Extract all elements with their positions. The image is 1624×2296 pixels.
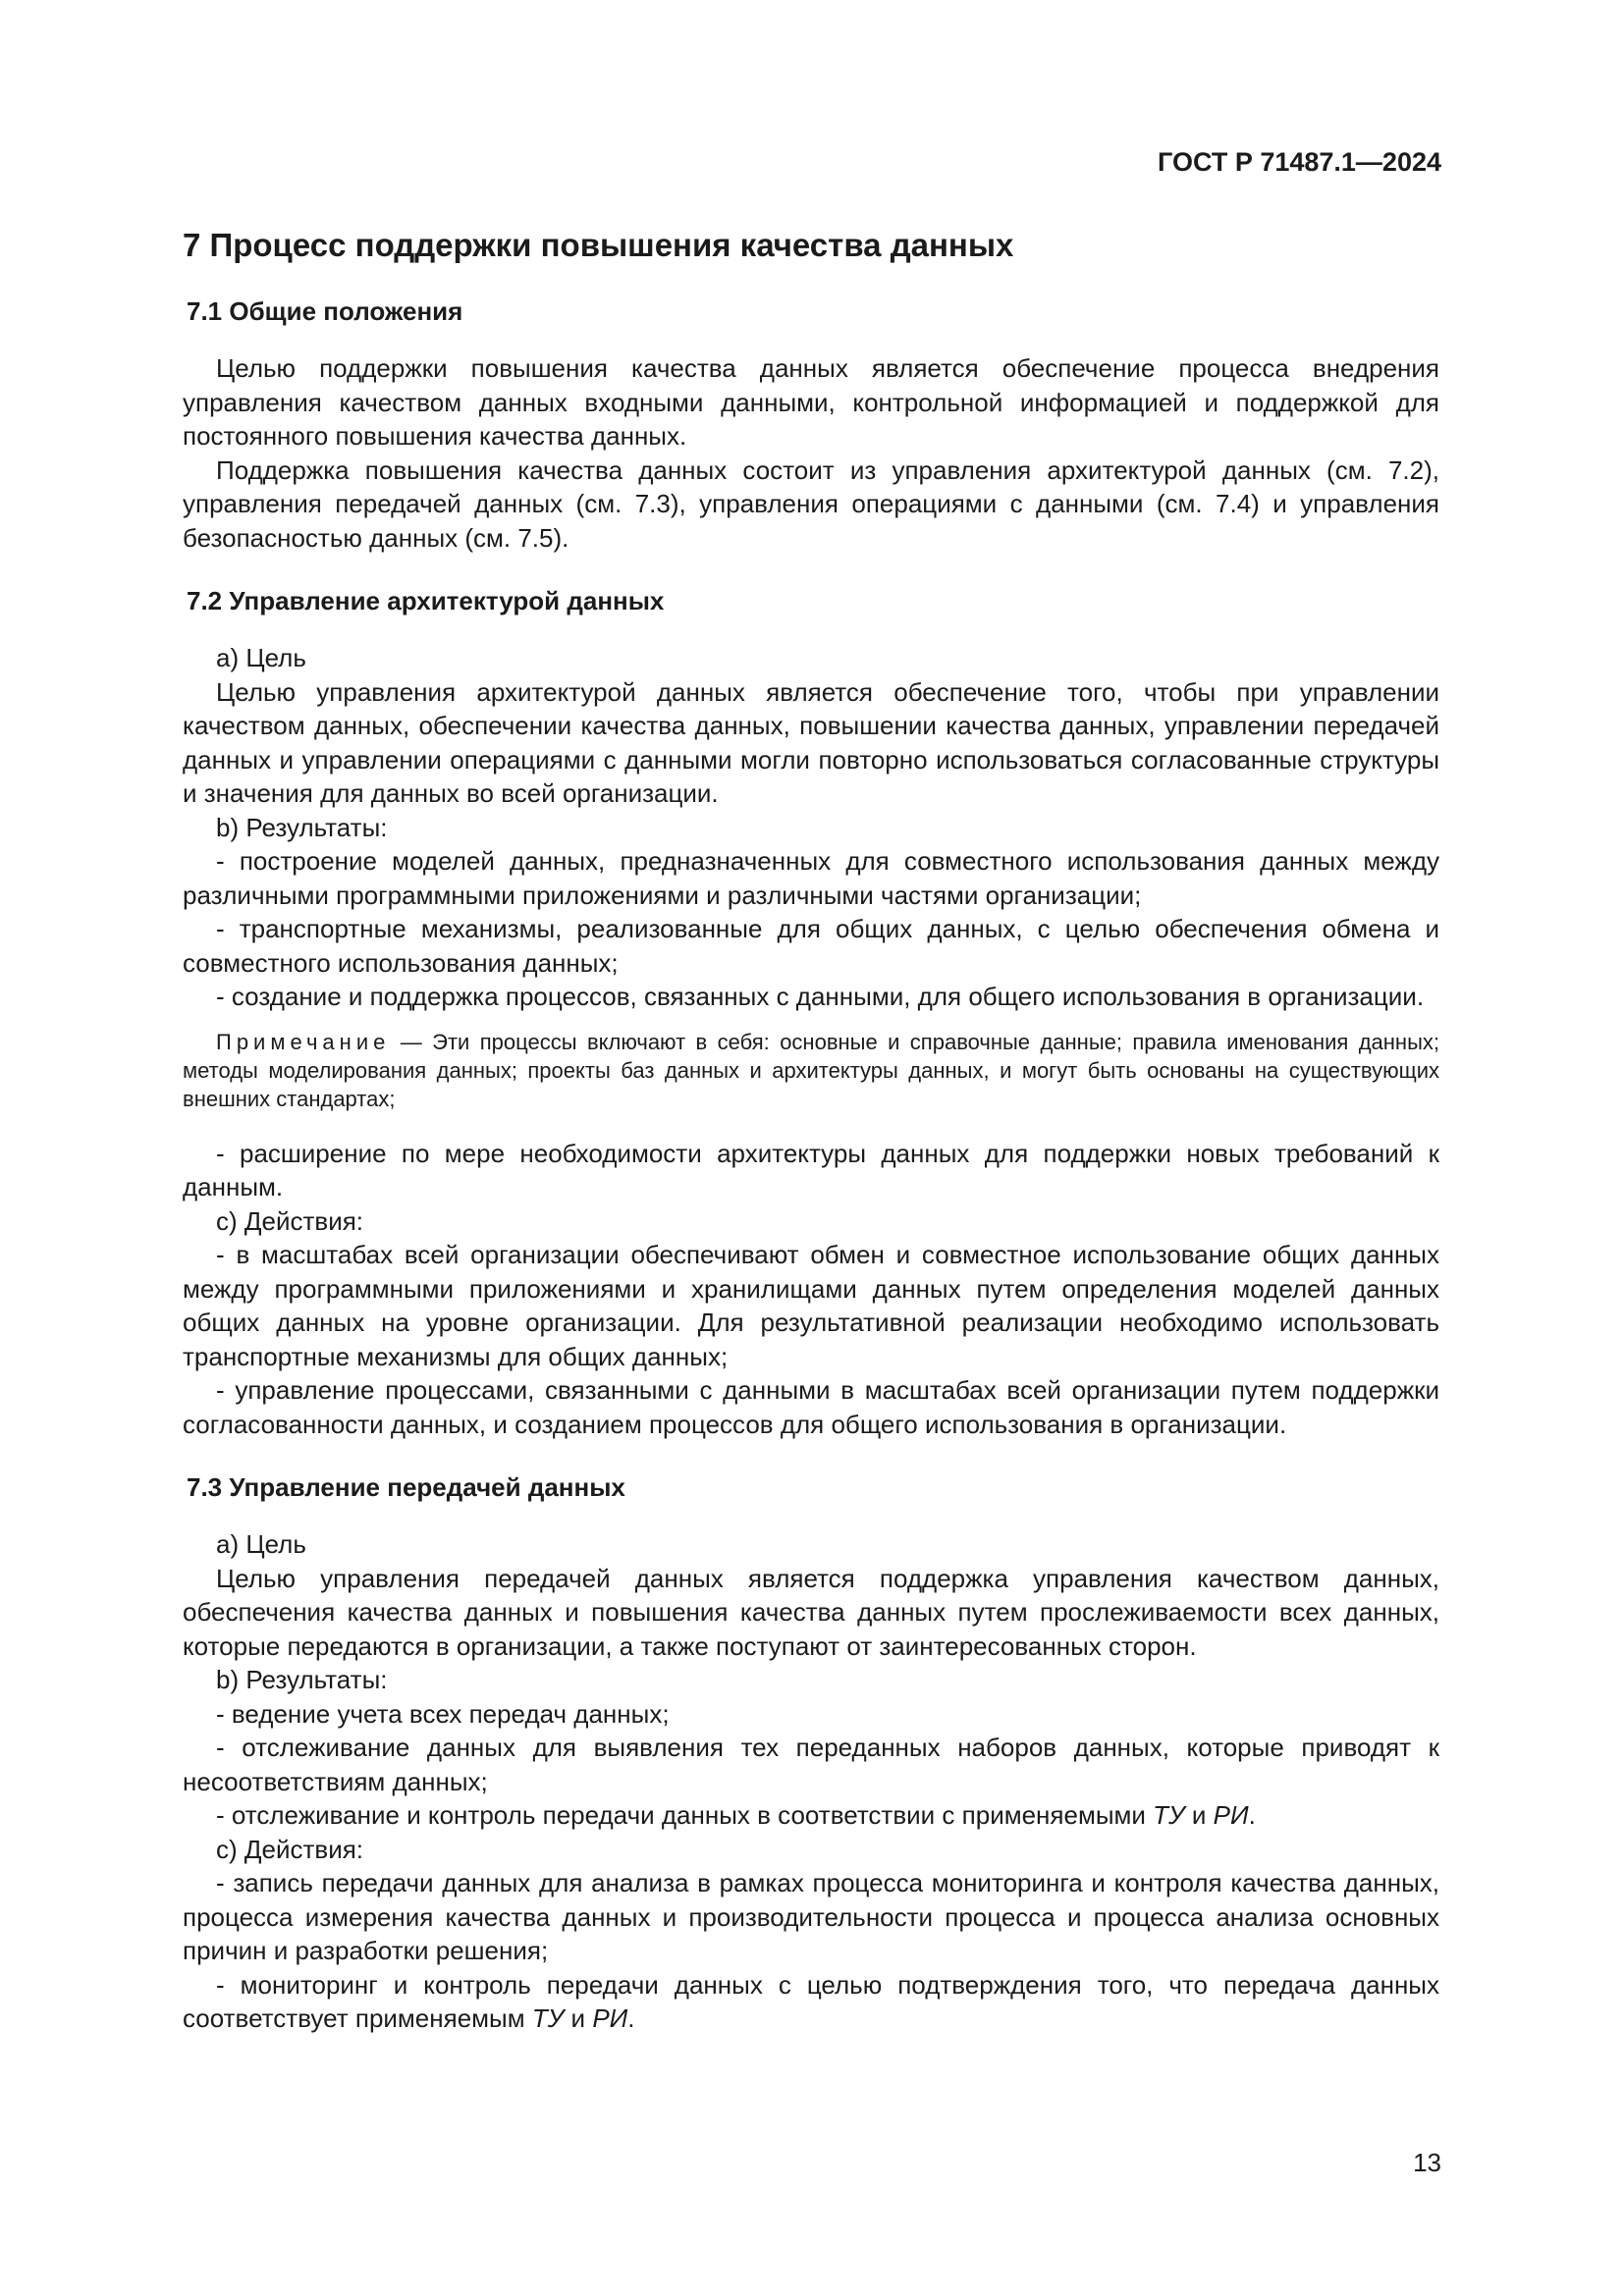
section-7-1-title: 7.1 Общие положения	[187, 296, 463, 326]
list-item: - управление процессами, связанными с данными в масштабах всей организации путем поддержки согласованности данных, и созданием процессов для общего использования в организации.	[183, 1375, 1439, 1439]
conjunction: и	[564, 2003, 593, 2033]
paragraph: Целью управления передачей данных является поддержка управления качеством данных, обеспечения качества данных и повышения качества данных путем прослеживаемости всех данных, которые передаются в организации, а также поступают от заинтересованных сторон.	[183, 1563, 1439, 1661]
list-item	[183, 1798, 1439, 1833]
goal-label: a) Цель	[216, 643, 306, 672]
list-item	[183, 1968, 1439, 2036]
list-item: - построение моделей данных, предназначенных для совместного использования данных между различными программными приложениями и различными частями организации;	[183, 846, 1439, 910]
goal-label: a) Цель	[216, 1529, 306, 1559]
note	[183, 1028, 1439, 1113]
paragraph: Поддержка повышения качества данных состоит из управления архитектурой данных (см. 7.2), управления передачей данных (см. 7.3), управления операциями с данными (см. 7.4) и управления безопасностью данных (см. 7.5).	[183, 454, 1439, 553]
list-item: - создание и поддержка процессов, связанных с данными, для общего использования в организации.	[216, 982, 1425, 1011]
results-label: b) Результаты:	[216, 1665, 388, 1694]
period: .	[1248, 1800, 1256, 1830]
document-id-header: ГОСТ Р 71487.1—2024	[1158, 147, 1441, 177]
conjunction: и	[1184, 1800, 1214, 1830]
section-7-2-title: 7.2 Управление архитектурой данных	[187, 586, 665, 615]
abbr-tu: ТУ	[1153, 1800, 1185, 1830]
page-content	[183, 226, 1439, 2036]
actions-label: c) Действия:	[216, 1834, 364, 1864]
list-item: - транспортные механизмы, реализованные для общих данных, с целью обеспечения обмена и совместного использования данных;	[183, 914, 1439, 978]
abbr-ri: РИ	[592, 2003, 628, 2033]
results-label: b) Результаты:	[216, 812, 388, 842]
section-7-3-title: 7.3 Управление передачей данных	[187, 1472, 625, 1502]
list-item-text: - отслеживание и контроль передачи данных в соответствии с применяемыми	[216, 1800, 1154, 1830]
paragraph: Целью поддержки повышения качества данных является обеспечение процесса внедрения управления качеством данных входными данными, контрольной информацией и поддержкой для постоянного повышения качества данных.	[183, 353, 1439, 451]
list-item: - запись передачи данных для анализа в рамках процесса мониторинга и контроля качества данных, процесса измерения качества данных и производительности процесса и процесса анализа основных причин и разработки решения;	[183, 1868, 1439, 1965]
abbr-ri: РИ	[1213, 1800, 1249, 1830]
page-number: 13	[1413, 2148, 1441, 2177]
note-text: — Эти процессы включают в себя: основные и справочные данные; правила именования данных; методы моделирования данных; проекты баз данных и архитектуры данных, и могут быть основаны на существующих внешних стандартах;	[183, 1029, 1439, 1111]
paragraph: Целью управления архитектурой данных является обеспечение того, чтобы при управлении качеством данных, обеспечении качества данных, повышении качества данных, управлении передачей данных и управлении операциями с данными могли повторно использоваться согласованные структуры и значения для данных во всей организации.	[183, 676, 1439, 808]
list-item: - расширение по мере необходимости архитектуры данных для поддержки новых требований к данным.	[183, 1138, 1439, 1201]
list-item: - отслеживание данных для выявления тех переданных наборов данных, которые приводят к несоответствиям данных;	[183, 1733, 1439, 1796]
abbr-tu: ТУ	[531, 2003, 565, 2033]
section-7-title: 7 Процесс поддержки повышения качества данных	[183, 227, 1014, 263]
actions-label: c) Действия:	[216, 1205, 364, 1236]
note-label: Примечание	[216, 1029, 391, 1054]
list-item-text: - мониторинг и контроль передачи данных с целью подтверждения того, что передача данных соответствует применяемым	[183, 1969, 1439, 2033]
list-item: - в масштабах всей организации обеспечивают обмен и совместное использование общих данных между программными приложениями и хранилищами данных путем определения моделей данных общих данных на уровне организации. Для результативной реализации необходимо использовать транспортные механизмы для общих данных;	[183, 1240, 1439, 1371]
period: .	[627, 2003, 635, 2033]
list-item: - ведение учета всех передач данных;	[216, 1698, 670, 1729]
